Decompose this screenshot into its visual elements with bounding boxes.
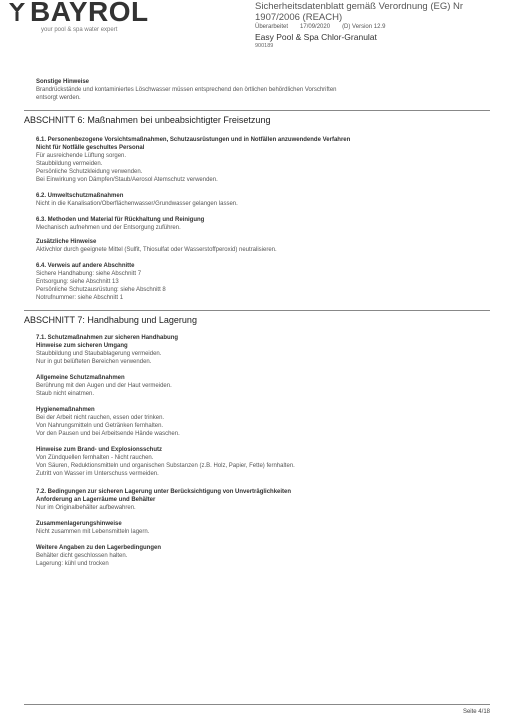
text-line: Bei der Arbeit nicht rauchen, essen oder trinken.	[36, 415, 165, 421]
brand-logo	[8, 0, 149, 28]
product-name: Easy Pool & Spa Chlor-Granulat	[255, 32, 377, 42]
block-heading: 7.2. Bedingungen zur sicheren Lagerung unter Berücksichtigung von Unverträglichkeiten	[36, 489, 292, 495]
section-6-4	[0, 262, 510, 302]
section-6-1	[0, 136, 510, 184]
block-heading: Hinweise zum Brand- und Explosionsschutz	[36, 447, 163, 453]
text-line: Notrufnummer: siehe Abschnitt 1	[36, 295, 124, 301]
section-7-2	[0, 488, 510, 512]
text-line: Persönliche Schutzkleidung verwenden.	[36, 169, 143, 175]
text-line: Nicht zusammen mit Lebensmitteln lagern.	[36, 529, 150, 535]
block-heading: 6.3. Methoden und Material für Rückhaltung und Reinigung	[36, 217, 205, 223]
text-line: Für ausreichende Lüftung sorgen.	[36, 153, 127, 159]
block-subheading: Hinweise zum sicheren Umgang	[36, 343, 128, 349]
block-subheading: Nicht für Notfälle geschultes Personal	[36, 145, 145, 151]
text-line: Lagerung: kühl und trocken	[36, 561, 109, 567]
block-heading: Hygienemaßnahmen	[36, 407, 95, 413]
general-protection	[0, 374, 510, 398]
document-header	[0, 0, 510, 70]
block-heading: Allgemeine Schutzmaßnahmen	[36, 375, 125, 381]
additional-notes	[0, 238, 510, 254]
text-line: Zutritt von Wasser im Unterschuss vermeiden.	[36, 471, 159, 477]
section-divider	[24, 310, 490, 311]
text-line: entsorgt werden.	[36, 95, 81, 101]
block-heading: 6.4. Verweis auf andere Abschnitte	[36, 263, 135, 269]
block-heading: 7.1. Schutzmaßnahmen zur sicheren Handhabung	[36, 335, 179, 341]
storage-together	[0, 520, 510, 536]
text-line: Nur in gut belüfteten Bereichen verwenden.	[36, 359, 152, 365]
section-7-title: ABSCHNITT 7: Handhabung und Lagerung	[24, 315, 197, 325]
block-heading: 6.1. Personenbezogene Vorsichtsmaßnahmen, Schutzausrüstungen und in Notfällen anzuwendende Verfahren	[36, 137, 351, 143]
text-line: Berührung mit den Augen und der Haut vermeiden.	[36, 383, 172, 389]
text-line: Vor den Pausen und bei Arbeitsende Hände waschen.	[36, 431, 180, 437]
block-heading: Sonstige Hinweise	[36, 79, 90, 85]
document-title: Sicherheitsdatenblatt gemäß Verordnung (EG) Nr 1907/2006 (REACH)	[255, 1, 464, 23]
hygiene-measures	[0, 406, 510, 438]
page-number: Seite 4/18	[462, 709, 490, 715]
text-line: Mechanisch aufnehmen und der Entsorgung zuführen.	[36, 225, 181, 231]
text-line: Aktivchlor durch geeignete Mittel (Sulfit, Thiosulfat oder Wasserstoffperoxid) neutralisieren.	[36, 247, 277, 253]
text-line: Nicht in die Kanalisation/Oberflächenwasser/Grundwasser gelangen lassen.	[36, 201, 238, 207]
document-info	[255, 1, 505, 49]
text-line: Von Säuren, Reduktionsmitteln und organischen Substanzen (z.B. Holz, Papier, Fette) fernhalten.	[36, 463, 295, 469]
revision-date: 17/09/2020	[300, 24, 331, 30]
section-6-title: ABSCHNITT 6: Maßnahmen bei unbeabsichtigter Freisetzung	[24, 115, 271, 125]
section-7-1	[0, 334, 510, 366]
revision-version: (D) Version 12.9	[342, 24, 386, 30]
text-line: Entsorgung: siehe Abschnitt 13	[36, 279, 119, 285]
text-line: Von Nahrungsmitteln und Getränken fernhalten.	[36, 423, 164, 429]
footer-divider	[24, 704, 490, 705]
text-line: Bei Einwirkung von Dämpfen/Staub/Aerosol Atemschutz verwenden.	[36, 177, 218, 183]
text-line: Behälter dicht geschlossen halten.	[36, 553, 128, 559]
block-heading: Zusammenlagerungshinweise	[36, 521, 122, 527]
block-heading: Weitere Angaben zu den Lagerbedingungen	[36, 545, 162, 551]
text-line: Staub nicht einatmen.	[36, 391, 95, 397]
bayrol-logo-icon	[8, 2, 26, 22]
revision-row	[255, 24, 505, 30]
text-line: Staubbildung vermeiden.	[36, 161, 103, 167]
revision-label: Überarbeitet	[255, 24, 289, 30]
block-subheading: Anforderung an Lagerräume und Behälter	[36, 497, 156, 503]
section-6-3	[0, 216, 510, 232]
brand-tagline: your pool & spa water expert	[41, 27, 118, 33]
brand-name: BAYROL	[30, 0, 149, 27]
text-line: Sichere Handhabung: siehe Abschnitt 7	[36, 271, 142, 277]
product-code: 900189	[255, 43, 274, 49]
storage-conditions	[0, 544, 510, 568]
text-line: Brandrückstände und kontaminiertes Löschwasser müssen entsprechend den örtlichen behördlichen Vorschriften	[36, 87, 337, 93]
text-line: Von Zündquellen fernhalten - Nicht rauchen.	[36, 455, 154, 461]
section-divider	[24, 110, 490, 111]
section-6-2	[0, 192, 510, 208]
text-line: Nur im Originalbehälter aufbewahren.	[36, 505, 136, 511]
fire-protection	[0, 446, 510, 478]
block-heading: 6.2. Umweltschutzmaßnahmen	[36, 193, 124, 199]
other-notes-block	[0, 78, 510, 102]
block-heading: Zusätzliche Hinweise	[36, 239, 97, 245]
document-body	[0, 78, 510, 568]
text-line: Persönliche Schutzausrüstung: siehe Abschnitt 8	[36, 287, 166, 293]
text-line: Staubbildung und Staubablagerung vermeiden.	[36, 351, 162, 357]
